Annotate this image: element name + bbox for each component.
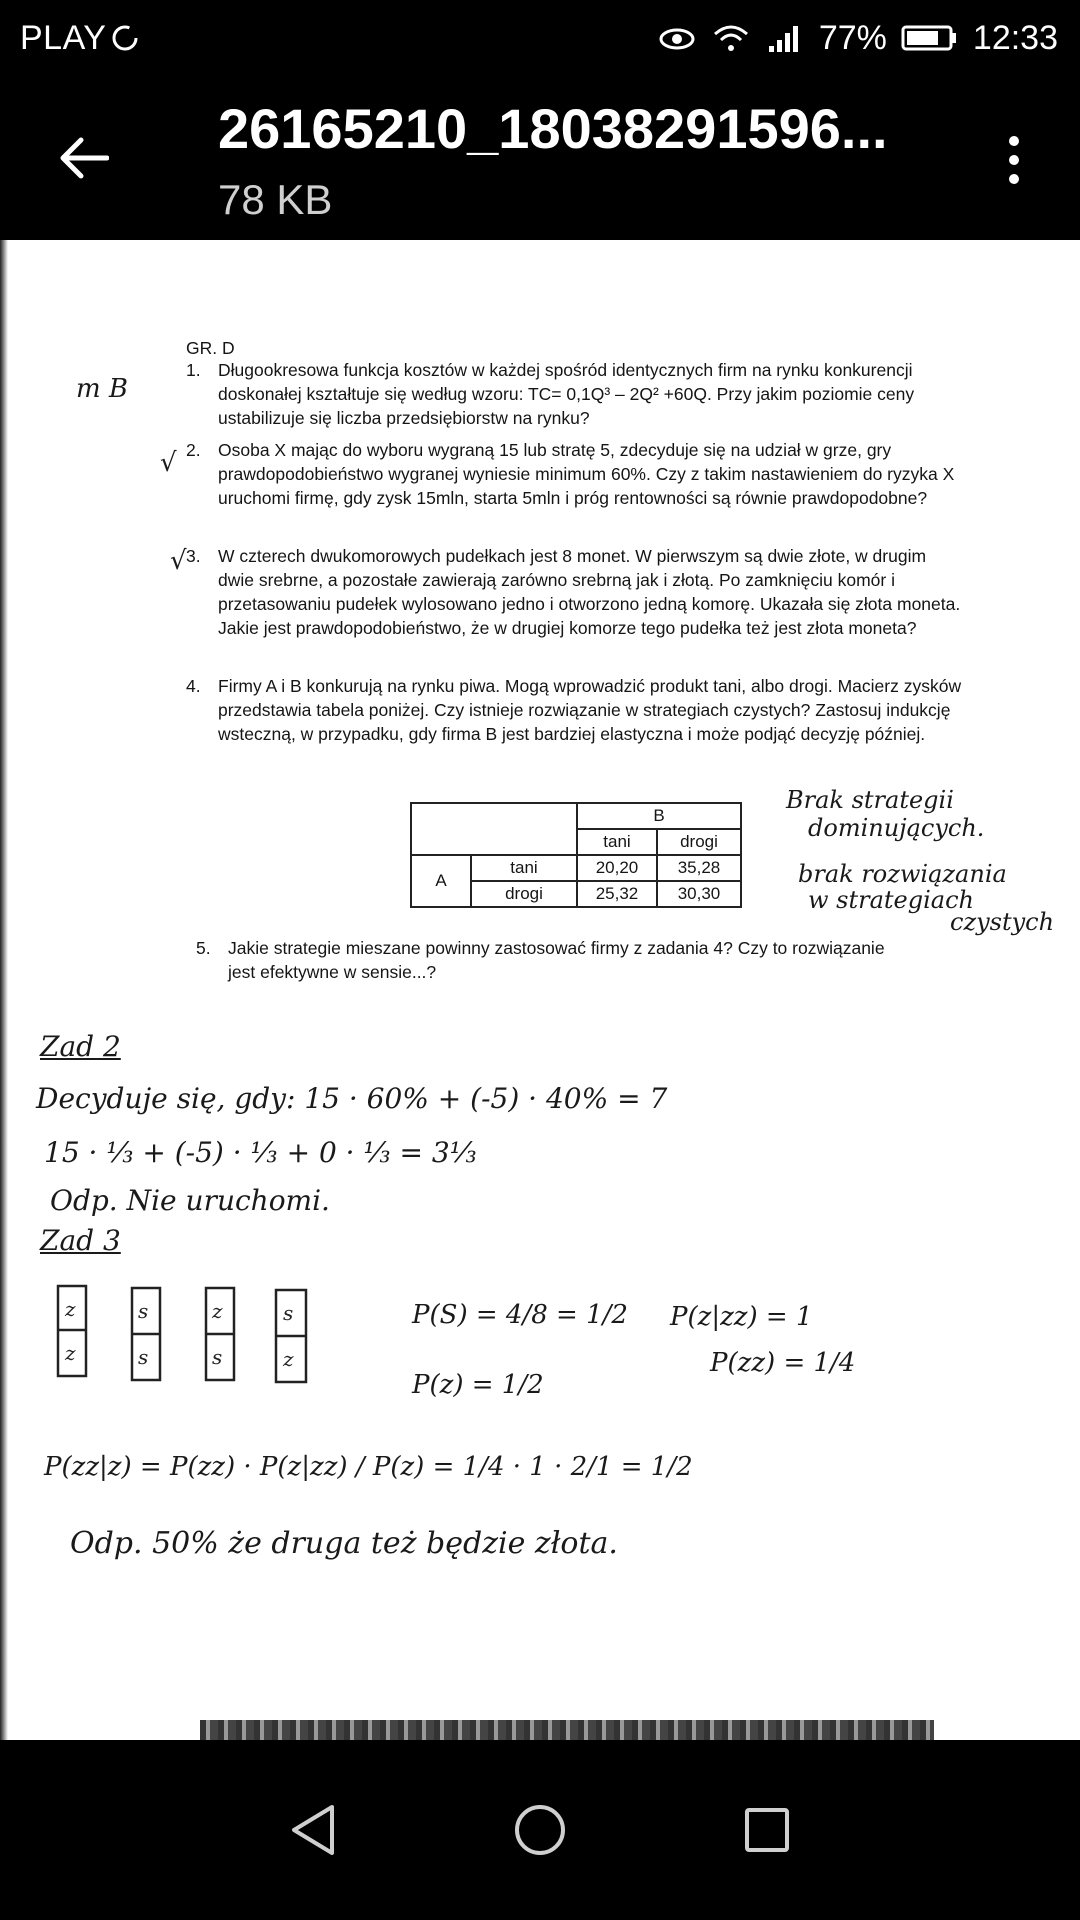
question [186,544,966,640]
group-label: GR. D [186,338,235,358]
more-options-button[interactable] [994,128,1034,192]
question-text: Firmy A i B konkurują na rynku piwa. Mogą wprowadzić produkt tani, albo drogi. Macierz zysków przedstawia tabela poniżej. Czy istnieje rozwiązanie w strategiach czystych? Zastosuj indukcję wsteczną, w przypadku, gdy firma B jest bardziej elastyczna i może podjąć decyzję później. [218,676,962,744]
question-number: 3. [186,546,201,566]
carrier-label: PLAY [20,18,107,57]
question [186,438,966,510]
question [186,358,966,430]
solution-heading: Zad 3 [40,1224,121,1257]
row-header: drogi [471,881,577,907]
margin-note: m B [76,374,129,404]
question [196,936,916,984]
triangle-back-icon [288,1803,338,1857]
payoff-cell: 20,20 [577,855,657,881]
question-number: 4. [186,676,201,696]
arrow-left-icon [57,136,109,180]
more-vert-icon [1007,135,1021,185]
question-number: 2. [186,440,201,460]
solution-line: P(z) = 1/2 [412,1370,544,1400]
payoff-cell: 30,30 [657,881,741,907]
scan-artifact [200,1720,934,1740]
question-text: W czterech dwukomorowych pudełkach jest 8 monet. W pierwszym są dwie złote, w drugim dwie srebrne, a pozostałe zawierają zarówno srebrną jak i złotą. Po zamknięciu komór i przetasowaniu pudełek wylosowano jedno i otworzono jedną komorę. Ukazała się złota moneta. Jakie jest prawdopodobieństwo, że w drugiej komorze tego pudełka też jest złota moneta? [218,546,961,638]
svg-text:s: s [138,1345,149,1369]
solution-line: P(zz) = 1/4 [710,1348,856,1378]
question-text: Osoba X mając do wyboru wygraną 15 lub stratę 5, zdecyduje się na udział w grze, gry prawdopodobieństwo wygranej wyniesie minimum 60%. Czy z takim nastawieniem do ryzyka X uruchomi firmę, gdy zysk 15mln, starta 5mln i próg rentowności są równie prawdopodobne? [218,440,955,508]
player-b-header: B [577,803,741,829]
coin-boxes-drawing [40,1280,340,1390]
square-recents-icon [743,1806,791,1854]
solution-line: P(zz|z) = P(zz) · P(z|zz) / P(z) = 1/4 · 1 · 2/1 = 1/2 [44,1452,693,1482]
check-mark: √ [160,448,177,478]
row-header: tani [471,855,577,881]
signal-icon [765,22,805,54]
question-text: Jakie strategie mieszane powinny zastosować firmy z zadania 4? Czy to rozwiązanie jest efektywne w sensie...? [228,938,885,982]
circle-home-icon [513,1803,567,1857]
svg-text:s: s [212,1345,223,1369]
solution-line: P(S) = 4/8 = 1/2 [412,1300,628,1330]
table-empty-cell [411,803,577,855]
solution-line: Odp. Nie uruchomi. [50,1184,330,1217]
handwritten-note: Brak strategii [786,786,954,814]
check-mark: √ [170,546,187,576]
player-a-header: A [411,855,471,907]
svg-text:z: z [65,1297,76,1321]
solution-heading: Zad 2 [40,1030,121,1063]
handwritten-note: brak rozwiązania [798,860,1007,888]
solution-line: Decyduje się, gdy: 15 · 60% + (-5) · 40% = 7 [36,1082,668,1115]
file-size: 78 KB [218,176,333,223]
svg-text:s: s [283,1301,294,1325]
col-header: drogi [657,829,741,855]
svg-text:s: s [138,1299,149,1323]
wifi-icon [711,22,751,54]
svg-text:z: z [65,1341,76,1365]
handwritten-note: dominujących. [808,814,985,842]
clock: 12:33 [972,18,1058,57]
nav-recents-button[interactable] [727,1790,807,1870]
payoff-cell: 25,32 [577,881,657,907]
eye-icon [657,22,697,54]
solution-answer: Odp. 50% że druga też będzie złota. [70,1526,618,1561]
handwritten-note: czystych [950,908,1055,936]
question-text: Długookresowa funkcja kosztów w każdej spośród identycznych firm na rynku konkurencji doskonałej kształtuje się według wzoru: TC= 0,1Q³ – 2Q² +60Q. Przy jakim poziomie ceny ustabilizuje się liczba przedsiębiorstw na rynku? [218,360,915,428]
document-image[interactable] [0,240,1080,1740]
svg-text:z: z [212,1299,223,1323]
battery-icon [901,22,959,54]
status-bar [0,0,1080,76]
question-number: 5. [196,938,211,958]
col-header: tani [577,829,657,855]
svg-text:z: z [283,1347,294,1371]
navigation-bar [0,1740,1080,1920]
page-edge [0,240,8,1740]
nav-home-button[interactable] [500,1790,580,1870]
nav-back-button[interactable] [273,1790,353,1870]
payoff-cell: 35,28 [657,855,741,881]
solution-line: 15 · ⅓ + (-5) · ⅓ + 0 · ⅓ = 3⅓ [44,1136,477,1169]
payoff-table [410,802,742,908]
back-button[interactable] [48,128,118,188]
question-number: 1. [186,360,201,380]
battery-percent: 77% [818,18,887,57]
file-title: 26165210_18038291596... [218,97,888,160]
carrier [20,19,140,58]
question [186,674,966,746]
handwritten-note: w strategiach [808,886,975,914]
app-bar [0,76,1080,240]
solution-line: P(z|zz) = 1 [670,1302,813,1332]
sync-icon [110,23,140,53]
